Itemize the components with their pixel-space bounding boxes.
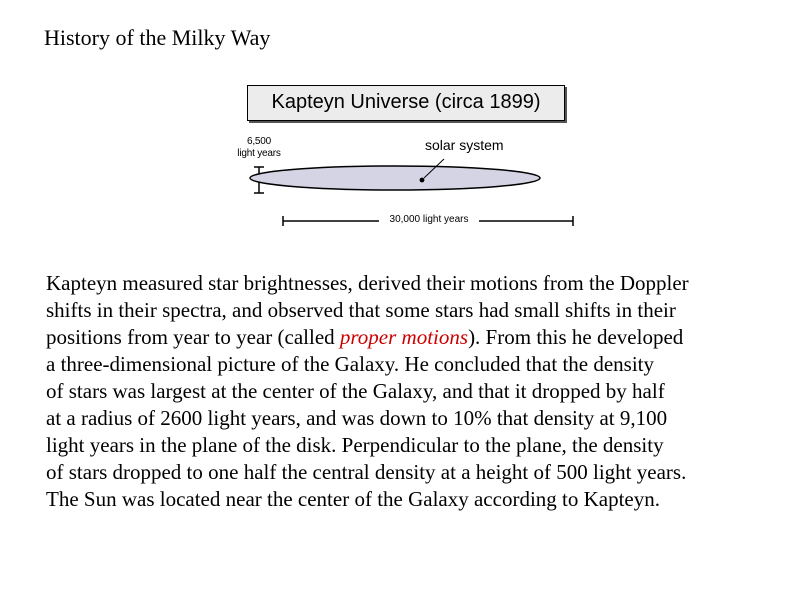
body-line: The Sun was located near the center of the Galaxy according to Kapteyn. — [46, 487, 661, 511]
body-line: light years in the plane of the disk. Perpendicular to the plane, the density — [46, 433, 664, 457]
body-line: shifts in their spectra, and observed that some stars had small shifts in their — [46, 298, 676, 322]
thickness-unit: light years — [237, 148, 281, 159]
slide-title: History of the Milky Way — [44, 25, 271, 50]
diameter-label: 30,000 light years — [379, 214, 479, 226]
galaxy-disk — [250, 166, 540, 190]
solar-system-label: solar system — [425, 137, 504, 153]
body-paragraph — [46, 270, 786, 513]
figure-title: Kapteyn Universe (circa 1899) — [247, 85, 565, 121]
body-line-segment: ). From this he developed — [468, 325, 684, 349]
kapteyn-figure — [225, 80, 585, 240]
body-line-segment: positions from year to year (called — [46, 325, 340, 349]
body-line: of stars dropped to one half the central density at a height of 500 light years. — [46, 460, 687, 484]
body-line: at a radius of 2600 light years, and was down to 10% that density at 9,100 — [46, 406, 668, 430]
body-line: a three-dimensional picture of the Galaxy. He concluded that the density — [46, 352, 655, 376]
solar-system-dot — [420, 178, 425, 183]
body-line: Kapteyn measured star brightnesses, derived their motions from the Doppler — [46, 271, 689, 295]
thickness-label — [231, 136, 287, 160]
body-line: of stars was largest at the center of the Galaxy, and that it dropped by half — [46, 379, 665, 403]
body-line — [46, 324, 786, 351]
proper-motions-term: proper motions — [339, 325, 469, 349]
thickness-value: 6,500 — [246, 136, 272, 147]
